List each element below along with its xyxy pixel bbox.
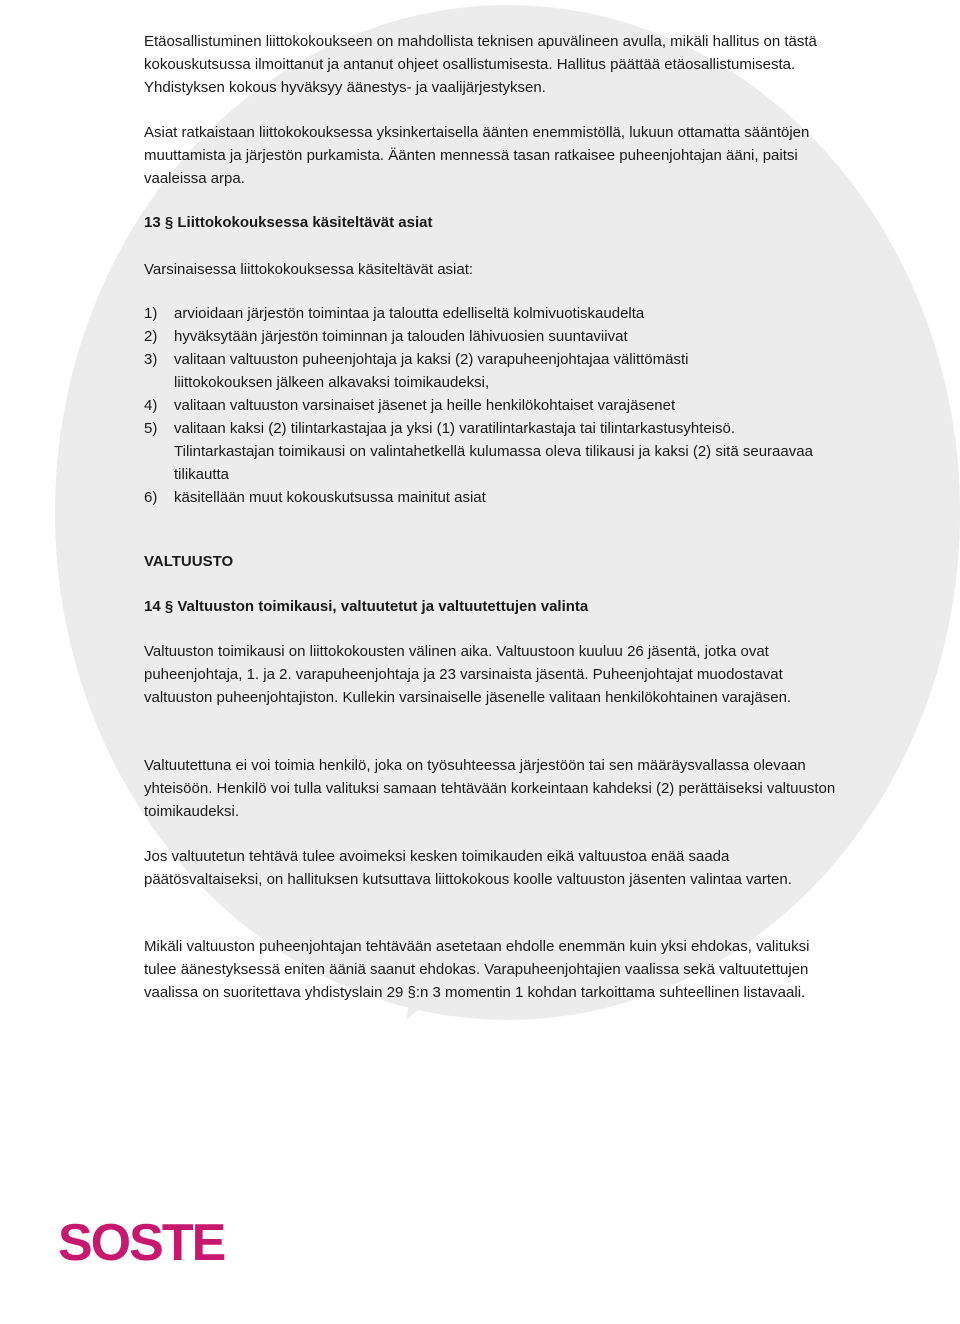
list-item (144, 486, 844, 509)
list-item-text: valitaan valtuuston varsinaiset jäsenet ja heille henkilökohtaiset varajäsenet (174, 397, 676, 414)
list-item-number: 6) (144, 489, 158, 506)
section-14-heading: 14 § Valtuuston toimikausi, valtuutetut ja valtuutettujen valinta (144, 598, 589, 615)
list-item-number: 2) (144, 328, 158, 345)
list-item-text: valitaan kaksi (2) tilintarkastajaa ja yksi (1) varatilintarkastaja tai tilintarkastusyhteisö. Tilintarkastajan toimikausi on valintahetkellä kulumassa oleva tilikausi ja kaksi (2) sitä seuraavaa tilikautta (174, 420, 813, 483)
list-item (144, 325, 844, 348)
section-13-heading: 13 § Liittokokouksessa käsiteltävät asiat (144, 214, 433, 231)
list-item (144, 348, 844, 394)
paragraph-voting-rules: Asiat ratkaistaan liittokokouksessa yksinkertaisella äänten enemmistöllä, lukuun ottamatta sääntöjen muuttamista ja järjestön purkamista. Äänten mennessä tasan ratkaisee puheenjohtajan ääni, paitsi vaaleissa arpa. (144, 124, 810, 187)
list-item-text: hyväksytään järjestön toiminnan ja talouden lähivuosien suuntaviivat (174, 328, 628, 345)
list-item (144, 302, 844, 325)
list-item-text: valitaan valtuuston puheenjohtaja ja kaksi (2) varapuheenjohtajaa välittömästi liittokokouksen jälkeen alkavaksi toimikaudeksi, (174, 351, 689, 391)
list-item-text: arvioidaan järjestön toimintaa ja taloutta edelliseltä kolmivuotiskaudelta (174, 305, 645, 322)
list-item-number: 3) (144, 351, 158, 368)
list-item-number: 5) (144, 420, 158, 437)
valtuusto-heading: VALTUUSTO (144, 553, 234, 570)
section-14-paragraph-term: Valtuuston toimikausi on liittokokousten välinen aika. Valtuustoon kuuluu 26 jäsentä, jotka ovat puheenjohtaja, 1. ja 2. varapuheenjohtaja ja 23 varsinaista jäsentä. Puheenjohtajat muodostavat valtuuston puheenjohtajiston. Kullekin varsinaiselle jäsenelle valitaan henkilökohtainen varajäsen. (144, 643, 792, 706)
section-14-paragraph-vacancy: Jos valtuutetun tehtävä tulee avoimeksi kesken toimikauden eikä valtuustoa enää saada päätösvaltaiseksi, on hallituksen kutsuttava liittokokous koolle valtuuston jäsenten valintaa varten. (144, 848, 792, 888)
section-13-intro: Varsinaisessa liittokokouksessa käsiteltävät asiat: (144, 261, 474, 278)
list-item (144, 417, 844, 486)
section-14-paragraph-eligibility: Valtuutettuna ei voi toimia henkilö, joka on työsuhteessa järjestöön tai sen määräysvallassa olevaan yhteisöön. Henkilö voi tulla valituksi samaan tehtävään korkeintaan kahdeksi (2) perättäiseksi valtuuston toimikaudeksi. (144, 757, 836, 820)
list-item-number: 4) (144, 397, 158, 414)
list-item-text: käsitellään muut kokouskutsussa mainitut asiat (174, 489, 486, 506)
list-item-number: 1) (144, 305, 158, 322)
section-13-list (144, 302, 844, 509)
soste-logo-wordmark: SOSTE (58, 1214, 225, 1268)
soste-logo (58, 1212, 228, 1268)
paragraph-remote-participation: Etäosallistuminen liittokokoukseen on mahdollista teknisen apuvälineen avulla, mikäli hallitus on tästä kokouskutsussa ilmoittanut ja antanut ohjeet osallistumisesta. Hallitus päättää etäosallistumisesta. Yhdistyksen kokous hyväksyy äänestys- ja vaalijärjestyksen. (144, 33, 817, 96)
section-14-paragraph-election: Mikäli valtuuston puheenjohtajan tehtävään asetetaan ehdolle enemmän kuin yksi ehdokas, valituksi tulee äänestyksessä eniten ääniä saanut ehdokas. Varapuheenjohtajien vaalissa sekä valtuutettujen vaalissa on suoritettava yhdistyslain 29 §:n 3 momentin 1 kohdan tarkoittama suhteellinen listavaali. (144, 938, 810, 1001)
list-item (144, 394, 844, 417)
